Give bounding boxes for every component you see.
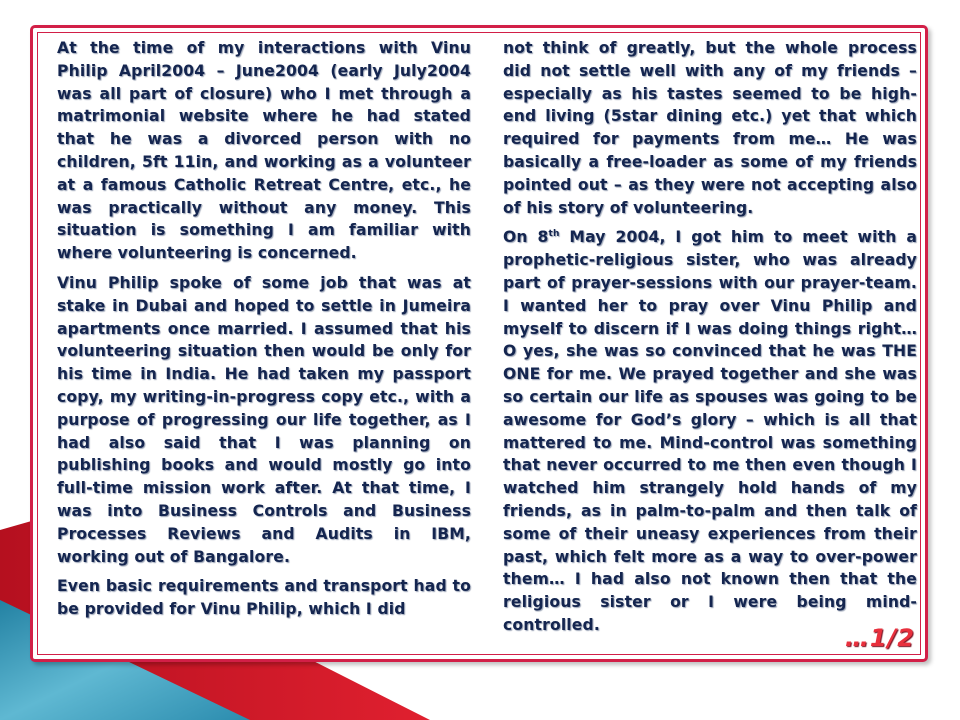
left-paragraph-2: Vinu Philip spoke of some job that was at stake in Dubai and hoped to settle in Jumeira apartments once married. I assumed that his volunteering situation then would be only for his time in India. He had taken my passport copy, my writing-in-progress copy etc., with a purpose of progressing our life together, as I had also said that I was planning on publishing books and would mostly go into full-time mission work after. At that time, I was into Business Controls and Business Processes Reviews and Audits in IBM, working out of Bangalore. — [57, 273, 471, 566]
left-paragraph-3: Even basic requirements and transport had to be provided for Vinu Philip, which I did — [57, 577, 471, 619]
left-text-column — [57, 37, 471, 621]
content-frame — [30, 25, 928, 662]
right-paragraph-1: not think of greatly, but the whole process did not settle well with any of my friends – especially as his tastes seemed to be high-end living (5star dining etc.) yet that which required for payments from me… He was basically a free-loader as some of my friends pointed out – as they were not accepting also of his story of volunteering. — [503, 39, 917, 217]
right-paragraph-2-body: May 2004, I got him to meet with a prophetic-religious sister, who was already part of prayer-sessions with our prayer-team. I wanted her to pray over Vinu Philip and myself to discern if I was doing things right… O yes, she was so convinced that he was THE ONE for me. We prayed together and she was so certain our life as spouses was going to be awesome for God’s glory – which is all that mattered to me. Mind-control was something that never occurred to me then even though I watched him strangely hold hands of my friends, as in palm-to-palm and then talk of some of their uneasy experiences from their past, which felt more as a way to over-power them… I had also not known then that the religious sister or I were being mind-controlled. — [503, 228, 917, 634]
page-continuation-mark: …1/2 — [844, 624, 915, 652]
date-lead-text: On 8 — [503, 228, 549, 247]
left-paragraph-1: At the time of my interactions with Vinu Philip April2004 – June2004 (early July2004 was all part of closure) who I met through a matrimonial website where he had stated that he was a divorced person with no children, 5ft 11in, and working as a volunteer at a famous Catholic Retreat Centre, etc., he was practically without any money. This situation is something I am familiar with where volunteering is concerned. — [57, 39, 471, 263]
right-text-column — [503, 37, 917, 637]
date-ordinal-suffix: th — [548, 229, 560, 240]
right-paragraph-2 — [503, 226, 917, 636]
